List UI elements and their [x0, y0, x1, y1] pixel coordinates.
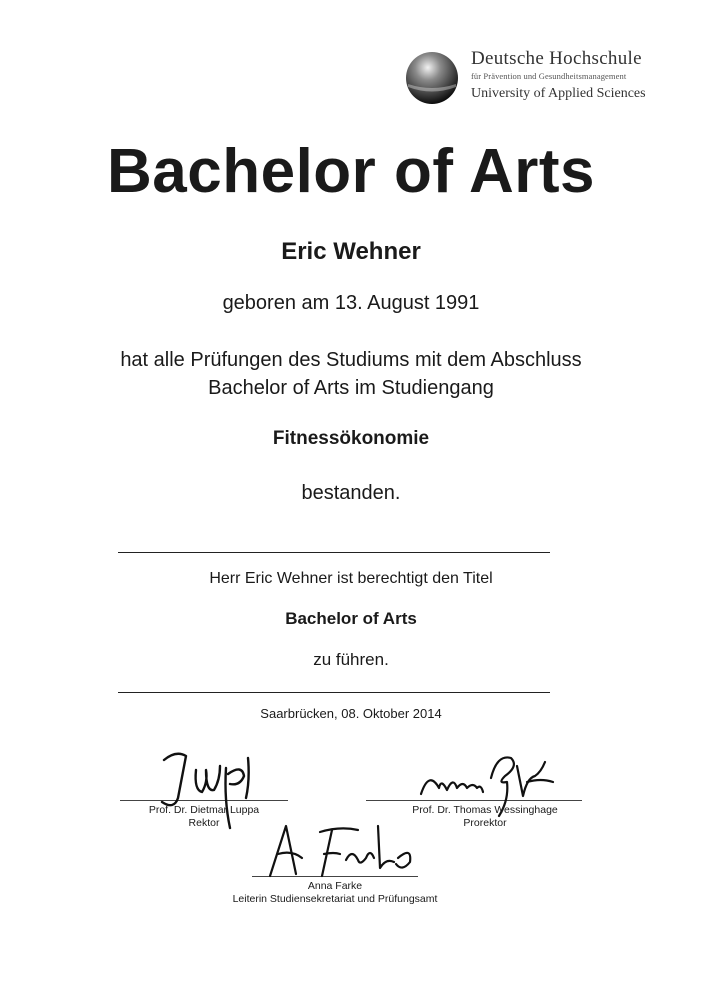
signatory-pruefungsamt — [210, 880, 460, 906]
place-and-date: Saarbrücken, 08. Oktober 2014 — [260, 706, 442, 721]
passed-statement: bestanden. — [301, 482, 401, 504]
degree-title: Bachelor of Arts — [106, 137, 595, 206]
academic-title: Bachelor of Arts — [285, 609, 417, 628]
institution-name: Deutsche Hochschule — [471, 48, 642, 69]
institution-wordmark — [471, 48, 646, 104]
signatory-role: Prorektor — [463, 817, 507, 829]
signatory-role: Leiterin Studiensekretariat und Prüfungsamt — [232, 893, 438, 905]
signatory-name: Anna Farke — [307, 880, 363, 892]
institution-english-name: University of Applied Sciences — [471, 86, 646, 101]
field-of-study: Fitnessökonomie — [272, 428, 430, 449]
exam-statement-line-2: Bachelor of Arts im Studiengang — [208, 377, 494, 399]
signatory-name: Prof. Dr. Thomas Wessinghage — [412, 804, 558, 816]
divider — [118, 692, 550, 693]
to-carry-line: zu führen. — [313, 650, 389, 669]
exam-statement-line-1: hat alle Prüfungen des Studiums mit dem Abschluss — [120, 349, 582, 371]
graduate-name: Eric Wehner — [281, 238, 421, 265]
signatory-role: Rektor — [188, 817, 220, 829]
birth-date-line: geboren am 13. August 1991 — [222, 292, 480, 314]
institution-subtitle: für Prävention und Gesundheitsmanagement — [471, 71, 627, 81]
signatory-prorektor — [395, 804, 575, 830]
signatory-name: Prof. Dr. Dietmar Luppa — [148, 804, 260, 816]
university-logo-icon — [404, 50, 460, 106]
entitlement-line: Herr Eric Wehner ist berechtigt den Titel — [209, 570, 493, 587]
divider — [118, 552, 550, 553]
signatory-rektor — [115, 804, 293, 830]
